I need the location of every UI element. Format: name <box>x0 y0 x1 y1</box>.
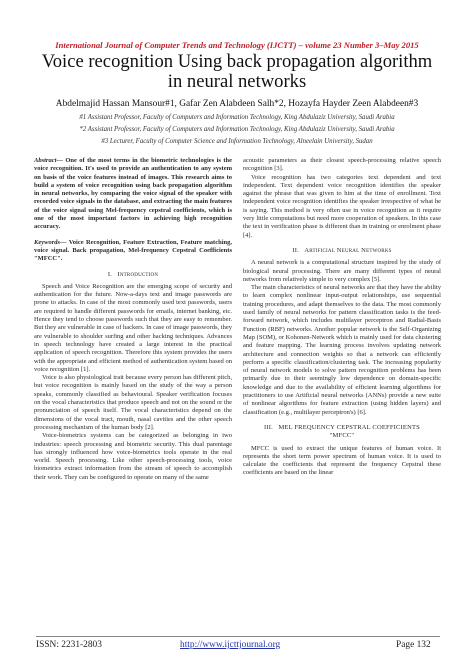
paper-title-line2: in neural networks <box>167 71 307 92</box>
abstract <box>34 157 232 232</box>
section-heading-introduction: I. Introduction <box>107 270 159 278</box>
keywords <box>34 239 232 264</box>
paper-authors: Abdelmajid Hassan Mansour#1, Gafar Zen Alabdeen Salh*2, Hozayfa Hayder Zeen Alabdeen#3 <box>55 99 419 109</box>
footer-url-link[interactable] <box>180 640 280 650</box>
footer-issn: ISSN: 2231-2803 <box>36 640 102 650</box>
affiliation-2: *2 Assistant Professor, Faculty of Computers and Information Technology, King Abdulaziz University, Saudi Arabia <box>79 126 395 133</box>
affiliation-1: #1 Assistant Professor, Faculty of Computers and Information Technology, King Abdulaziz University, Saudi Arabia <box>79 114 395 121</box>
paragraph: MFCC is used to extract the unique features of human voice. It represents the short term power spectrum of human voice. It is used to calculate the coefficients that represent the frequency Cepstral these coefficients are based on the linear <box>243 444 441 477</box>
left-column <box>34 157 232 482</box>
keywords-label: Keywords <box>34 238 60 246</box>
paragraph: Voice is also physiological trait because every person has different pitch, but voice recognition is mainly based on the study of the way a person speaks, commonly classified as behavioural. Speaker verification focuses on the vocal characteristics that produce speech and not on the sound or the pronunciation of speech itself. The vocal characteristics depend on the dimensions of the vocal tract, mouth, nasal cavities and the other speech processing mechanism of the human body [2]. <box>34 374 232 431</box>
paper-title <box>0 52 474 92</box>
section-heading-ann: II. Artificial Neural Networks <box>292 246 392 254</box>
paragraph: Voice-biometrics systems can be categorized as belonging in two industries: speech processing and biometric security. This dual parentage has strongly influenced how voice-biometrics tools operate in the real world. Speech processing. Like other speech-processing tools, voice biometrics extract information from the stream of speech to accomplish their work. They can be configured to operate on many of the same <box>34 432 232 481</box>
paragraph: The main characteristics of neural networks are that they have the ability to learn complex nonlinear input-output relationships, use sequential training procedures, and adapt themselves to the data. The most commonly used family of neural networks for pattern classification tasks is the feed-forward network, which includes multilayer perceptron and Radial-Basis Function (RBF) networks. Another popular network is the Self-Organizing Map (SOM), or Kohonen-Network which is mainly used for data clustering and feature mapping. The learning process involves updating network architecture and connection weights so that a network can efficiently perform a specific classification/clustering task. The increasing popularity of neural network models to solve pattern recognition problems has been primarily due to their seemingly low dependence on domain-specific knowledge and due to the availability of efficient learning algorithms for practitioners to use Artificial neural networks (ANNs) provide a new suite of nonlinear algorithms for feature extraction (using hidden layers) and classification (e.g., multilayer perceptron's) [6]. <box>243 284 441 416</box>
paragraph: Speech and Voice Recognition are the emerging scope of security and authentication for the future. Now-a-days text and image passwords are prone to attacks. In case of the most commonly used text passwords, users are required to handle different passwords for emails, internet banking, etc. Hence they tend to choose passwords such that they are easy to remember. But they are vulnerable in case of hackers. In case of image passwords, they are vulnerable to shoulder surfing and other hacking techniques. Advances in speech technology have created a large interest in the practical application of speech recognition. Therefore this system provides the users with the appropriate and efficient method of authentication system based on voice recognition [1]. <box>34 282 232 373</box>
affiliation-3: #3 Lecturer, Faculty of Computer Science and Information Technology, Alneelain University, Sudan <box>101 138 373 145</box>
section-heading-mfcc: III. MEL FREQUENCY CEPSTRAL COEFFICIENTS "MFCC" <box>264 423 420 440</box>
journal-header: International Journal of Computer Trends and Technology (IJCTT) – volume 23 Number 3–May 2015 <box>55 40 419 50</box>
right-column <box>243 157 441 478</box>
journal-url-link[interactable]: http://www.ijcttjournal.org <box>180 640 281 650</box>
abstract-text: — One of the most terms in the biometric technologies is the voice recognition. It's used to provide an authentication to any system on basis of the voice features instead of images. This research aims to build a system of voice recognition using back propagation algorithm in neural networks, by comparing the voice signal of the speaker with recorded voice signals in the database, and extracting the main features of the voice signal using Mel-frequency cepstral coefficients, which is one of the most important factors in achieving high recognition accuracy. <box>34 157 232 231</box>
paragraph: Voice recognition has two categories text dependent and text independent. Text dependent voice recognition identifies the speaker against the phrase that was given to him at the time of enrollment. Text independent voice recognition identifies the speaker irrespective of what he is saying. This method is very often use in voice recognition as it require very little computations but need more cooperation of speakers. In this case the text in verification phase is different than in training or enrolment phase [4]. <box>243 173 441 239</box>
paper-title-line1: Voice recognition Using back propagation algorithm <box>41 51 433 72</box>
footer-rule <box>36 636 440 637</box>
keywords-text: — Voice Recognition, Feature Extraction, Feature matching, voice signal. Back propagation, Mel-frequency Cepstral Coefficients "MFCC". <box>34 238 232 263</box>
footer-page-number: Page 132 <box>396 640 431 650</box>
paragraph: A neural network is a computational structure inspired by the study of biological neural processing. There are many different types of neural networks from relatively simple to very complex [5]. <box>243 259 441 283</box>
paragraph: acoustic parameters as their closest speech-processing relative speech recognition [3]. <box>243 157 441 173</box>
abstract-label: Abstract <box>34 157 57 164</box>
